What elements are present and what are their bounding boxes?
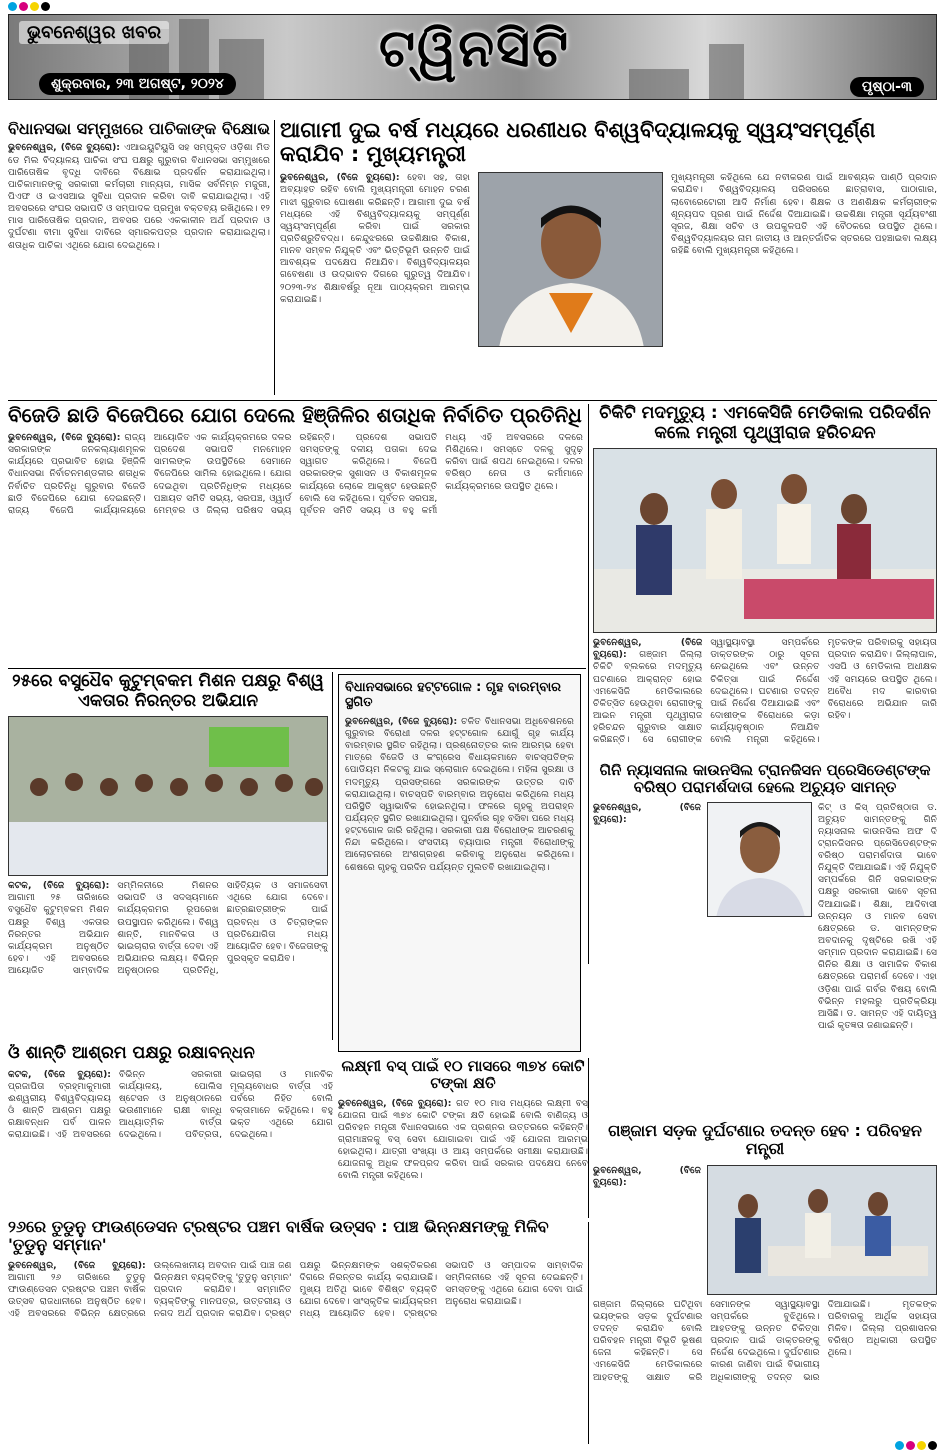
article-ganjam-accident — [593, 1122, 937, 1442]
black-dot — [928, 1441, 937, 1450]
article-body — [345, 716, 574, 874]
dateline: ଭୁବନେଶ୍ୱର, (ବିଜେ ବ୍ୟୁରୋ): — [338, 1097, 452, 1109]
article-body — [8, 880, 328, 977]
article-body — [338, 1098, 588, 1183]
magenta-dot — [906, 1441, 915, 1450]
cm-portrait-photo — [478, 172, 663, 347]
hospital-visit-photo — [593, 448, 937, 633]
body-text: ଚଳିତ ବିଧାନସଭା ଅଧିବେଶନରେ ଗୁରୁବାର ବିରୋଧୀ ଦଳର ହଟ୍ଟଗୋଳ ଯୋଗୁଁ ଗୃହ କାର୍ଯ୍ୟ ବାରମ୍ବାର ସ୍ଥଗିତ ରହିଥିଲା। ପ୍ରଶ୍ନୋତ୍ତର କାଳ ଆରମ୍ଭ ହେବା ମାତ୍ରେ ବିଜେଡି ଓ କଂଗ୍ରେସ ବିଧାୟକମାନେ ବାଚସ୍ପତିଙ୍କ ପୋଡିୟମ ନିକଟକୁ ଯାଇ ସ୍ଲୋଗାନ ଦେଇଥିଲେ। ମହିଳା ସୁରକ୍ଷା ଓ ମଦମୃତ୍ୟୁ ପ୍ରସଙ୍ଗରେ ସରକାରଙ୍କ ଉତ୍ତର ଦାବି କରାଯାଇଥିଲା। ବାଚସ୍ପତି ବାରମ୍ବାର ଅନୁରୋଧ କରିଥିଲେ ମଧ୍ୟ ପରିସ୍ଥିତି ସ୍ୱାଭାବିକ ହୋଇନଥିଲା। ଫଳରେ ଗୃହକୁ ଅପରାହ୍ନ ପର୍ଯ୍ୟନ୍ତ ସ୍ଥଗିତ ରଖାଯାଇଥିଲା। ପୁନର୍ବାର ଗୃହ ବସିବା ପରେ ମଧ୍ୟ ହଟ୍ଟଗୋଳ ଜାରି ରହିଥିଲା। ସରକାରୀ ପକ୍ଷ ବିରୋଧୀଙ୍କ ଆଚରଣକୁ ନିନ୍ଦା କରିଥିଲେ। ସଂସଦୀୟ ବ୍ୟାପାର ମନ୍ତ୍ରୀ ବିରୋଧୀଙ୍କୁ ଆଲୋଚନାରେ ଅଂଶଗ୍ରହଣ କରିବାକୁ ଅନୁରୋଧ କରିଥିଲେ। ଶେଷରେ ଗୃହକୁ ପରଦିନ ପର୍ଯ୍ୟନ୍ତ ମୁଲତବି ରଖାଯାଇଥିଲା। — [345, 715, 574, 873]
body-text: ରାଜ୍ୟ ସରକାରଙ୍କ ଜନକଲ୍ୟାଣମୂଳକ କାର୍ଯ୍ୟରେ ପ୍ରଭାବିତ ହୋଇ ହିଞ୍ଜିଳି ବିଧାନସଭା ନିର୍ବାଚନମଣ୍ଡଳୀର ଶତାଧିକ ନିର୍ବାଚିତ ପ୍ରତିନିଧି ଗୁରୁବାର ବିଜେଡି ଛାଡି ବିଜେପିରେ ଯୋଗ ଦେଇଛନ୍ତି। ରାଜ୍ୟ ବିଜେପି କାର୍ଯ୍ୟାଳୟରେ ଆୟୋଜିତ ଏକ କାର୍ଯ୍ୟକ୍ରମରେ ଦଳର ପ୍ରଦେଶ ସଭାପତି ମନମୋହନ ସାମଲଙ୍କ ଉପସ୍ଥିତିରେ ସେମାନେ ବିଜେପିରେ ସାମିଲ ହୋଇଥିଲେ। ଯୋଗ ଦେଇଥିବା ପ୍ରତିନିଧିଙ୍କ ମଧ୍ୟରେ ପଞ୍ଚାୟତ ସମିତି ସଭ୍ୟ, ସରପଞ୍ଚ, ଓ୍ୱାର୍ଡ ମେମ୍ବର ଓ ଜିଲ୍ଲା ପରିଷଦ ସଭ୍ୟ ରହିଛନ୍ତି। ପ୍ରଦେଶ ସଭାପତି ସମସ୍ତଙ୍କୁ ଦଳୀୟ ପତାକା ଦେଇ ସ୍ୱାଗତ କରିଥିଲେ। ବିଜେପି ସରକାରଙ୍କ ସୁଶାସନ ଓ ବିକାଶମୂଳକ କାର୍ଯ୍ୟରେ ଲୋକେ ଆକୃଷ୍ଟ ହେଉଛନ୍ତି ବୋଲି ସେ କହିଥିଲେ। ପୂର୍ବତନ ସରପଞ୍ଚ, ପୂର୍ବତନ ସମିତି ସଭ୍ୟ ଓ ବହୁ କର୍ମୀ ମଧ୍ୟ ଏହି ଅବସରରେ ଦଳରେ ମିଶିଥିଲେ। ସମସ୍ତେ ଦଳକୁ ସୁଦୃଢ଼ କରିବା ପାଇଁ ଶପଥ ନେଇଥିଲେ। ଦଳର ବରିଷ୍ଠ ନେତା ଓ କର୍ମୀମାନେ କାର୍ଯ୍ୟକ୍ରମରେ ଉପସ୍ଥିତ ଥିଲେ। — [8, 432, 583, 516]
samanta-portrait-photo — [707, 802, 812, 917]
article-body — [593, 1299, 937, 1384]
body-text: ଗଞ୍ଜାମ ଜିଲ୍ଲାରେ ଘଟିଥିବା ଭୟଙ୍କର ସଡ଼କ ଦୁର୍ଘଟଣାର ତଦନ୍ତ କରାଯିବ ବୋଲି ପରିବହନ ମନ୍ତ୍ରୀ ବିଭୂତି ଭୂଷଣ ଜେନା କହିଛନ୍ତି। ସେ ଏମକେସିଜି ମେଡିକାଲରେ ଆହତଙ୍କୁ ସାକ୍ଷାତ କରି ସେମାନଙ୍କ ସ୍ୱାସ୍ଥ୍ୟାବସ୍ଥା ସମ୍ପର୍କରେ ବୁଝିଥିଲେ। ଆହତଙ୍କୁ ଉନ୍ନତ ଚିକିତ୍ସା ପ୍ରଦାନ ପାଇଁ ଡାକ୍ତରଙ୍କୁ ନିର୍ଦ୍ଦେଶ ଦେଇଥିଲେ। ଦୁର୍ଘଟଣାର କାରଣ ଜାଣିବା ପାଇଁ ବିଭାଗୀୟ ଅଧିକାରୀଙ୍କୁ ତଦନ୍ତ ଭାର ଦିଆଯାଇଛି। ମୃତକଙ୍କ ପରିବାରକୁ ଆର୍ଥିକ ସହାୟତା ମିଳିବ। ଜିଲ୍ଲା ପ୍ରଶାସନର ବରିଷ୍ଠ ଅଧିକାରୀ ଉପସ୍ଥିତ ଥିଲେ। — [593, 1298, 937, 1383]
dateline: ଭୁବନେଶ୍ୱର, (ବିଜେ ବ୍ୟୁରୋ): — [8, 432, 121, 443]
article-chikiti-liquor — [593, 404, 937, 758]
article-om-shanti-rakhi — [8, 1044, 333, 1212]
accident-hospital-photo — [707, 1165, 937, 1295]
magenta-dot — [19, 2, 28, 11]
article-body — [8, 432, 583, 517]
press-meet-photo — [8, 716, 328, 876]
dateline: ଭୁବନେଶ୍ୱର, (ବିଜେ ବ୍ୟୁରୋ): — [593, 1164, 701, 1188]
dateline: କଟକ, (ବିଜେ ବ୍ୟୁରୋ): — [8, 880, 110, 892]
cmyk-marks-bottom — [895, 1441, 937, 1450]
headline: ୨୫ରେ ବସୁଧୈବ କୁଟୁମ୍ବକମ ମିଶନ ପକ୍ଷରୁ ବିଶ୍ୱ ଏକତାର ନିରନ୍ତର ଅଭିଯାନ — [12, 672, 324, 711]
section-label: ଭୁବନେଶ୍ୱର ଖବର — [19, 21, 169, 44]
article-body — [8, 142, 270, 251]
article-dharanidhar-university — [280, 118, 937, 398]
page-number: ପୃଷ୍ଠା-୩ — [850, 77, 924, 97]
headline: ଗଞ୍ଜାମ ସଡ଼କ ଦୁର୍ଘଟଣାର ତଦନ୍ତ ହେବ : ପରିବହନ ମନ୍ତ୍ରୀ — [608, 1122, 922, 1159]
dateline: ଭୁବନେଶ୍ୱର, (ବିଜେ ବ୍ୟୁରୋ): — [280, 172, 400, 184]
article-achyuta-samanta — [593, 762, 937, 1052]
article-body-left — [280, 172, 470, 397]
article-hinjili-bjp-join — [8, 404, 583, 666]
article-assembly-uproar — [338, 674, 581, 1052]
dateline: ଭୁବନେଶ୍ୱର, (ବିଜେ ବ୍ୟୁରୋ): — [345, 715, 458, 727]
body-text: ଗଞ୍ଜାମ ଜିଲ୍ଲା ଚିକିଟି ବ୍ଲକରେ ମଦମୃତ୍ୟୁ ଘଟଣାରେ ଆକ୍ରାନ୍ତ ହୋଇ ଏମକେସିଜି ମେଡିକାଲରେ ଚିକିତ୍ସିତ ହେଉଥିବା ରୋଗୀଙ୍କୁ ଆଇନ ମନ୍ତ୍ରୀ ପୃଥ୍ୱୀରାଜ ହରିଚନ୍ଦନ ଗୁରୁବାର ସାକ୍ଷାତ କରିଛନ୍ତି। ସେ ରୋଗୀଙ୍କ ସ୍ୱାସ୍ଥ୍ୟାବସ୍ଥା ସମ୍ପର୍କରେ ଡାକ୍ତରଙ୍କ ଠାରୁ ସୂଚନା ନେଇଥିଲେ ଏବଂ ଉନ୍ନତ ଚିକିତ୍ସା ପାଇଁ ନିର୍ଦ୍ଦେଶ ଦେଇଥିଲେ। ଘଟଣାର ତଦନ୍ତ ପାଇଁ ନିର୍ଦ୍ଦେଶ ଦିଆଯାଇଛି ଏବଂ ଦୋଷୀଙ୍କ ବିରୋଧରେ କଡ଼ା କାର୍ଯ୍ୟାନୁଷ୍ଠାନ ନିଆଯିବ ବୋଲି ମନ୍ତ୍ରୀ କହିଥିଲେ। ମୃତକଙ୍କ ପରିବାରକୁ ସହାୟତା ପ୍ରଦାନ କରାଯିବ। ଜିଲ୍ଲାପାଳ, ଏସପି ଓ ମେଡିକାଲ ଅଧୀକ୍ଷକ ଏହି ସମୟରେ ଉପସ୍ଥିତ ଥିଲେ। ଅବୈଧ ମଦ କାରବାର ବିରୋଧରେ ଅଭିଯାନ ଜାରି ରହିବ। — [593, 637, 937, 746]
headline: ୨୬ରେ ତୁଡୁନୁ ଫାଉଣ୍ଡେସନ ଟ୍ରଷ୍ଟର ପଞ୍ଚମ ବାର୍ଷିକ ଉତ୍ସବ : ପାଞ୍ଚ ଭିନ୍ନକ୍ଷମଙ୍କୁ ମିଳିବ 'ତୁଡୁନୁ ସମ୍ମାନ' — [8, 1218, 549, 1255]
article-body — [8, 1069, 333, 1142]
cyan-dot — [895, 1441, 904, 1450]
article-body-right — [818, 802, 937, 1042]
body-text: ପ୍ରଜାପିତା ବ୍ରହ୍ମାକୁମାରୀ ଈଶ୍ୱରୀୟ ବିଶ୍ୱବିଦ୍ୟାଳୟ ଓଁ ଶାନ୍ତି ଆଶ୍ରମ ପକ୍ଷରୁ ରକ୍ଷାବନ୍ଧନ ପର୍ବ ପାଳନ କରାଯାଇଛି। ଏହି ଅବସରରେ ବିଭିନ୍ନ ସରକାରୀ କାର୍ଯ୍ୟାଳୟ, ପୋଲିସ ଷ୍ଟେସନ ଓ ଅନୁଷ୍ଠାନରେ ଭଉଣୀମାନେ ରାକ୍ଷୀ ବାନ୍ଧି ଆଧ୍ୟାତ୍ମିକ ବାର୍ତ୍ତା ଦେଇଥିଲେ। ପବିତ୍ରତା, ଭାଇଚାରା ଓ ମାନବିକ ମୂଲ୍ୟବୋଧର ବାର୍ତ୍ତା ଏହି ପର୍ବରେ ନିହିତ ବୋଲି ବକ୍ତାମାନେ କହିଥିଲେ। ବହୁ ଭକ୍ତ ଏଥିରେ ଯୋଗ ଦେଇଥିଲେ। — [8, 1068, 333, 1141]
cmyk-marks-top — [8, 2, 50, 11]
body-text: ଗତ ୧୦ ମାସ ମଧ୍ୟରେ ଲକ୍ଷ୍ମୀ ବସ୍ ଯୋଜନା ପାଇଁ ୩୭୪ କୋଟି ଟଙ୍କା କ୍ଷତି ହୋଇଛି ବୋଲି ବାଣିଜ୍ୟ ଓ ପରିବହନ ମନ୍ତ୍ରୀ ବିଧାନସଭାରେ ଏକ ପ୍ରଶ୍ନର ଉତ୍ତରରେ କହିଛନ୍ତି। ଗ୍ରାମାଞ୍ଚଳକୁ ବସ୍ ସେବା ଯୋଗାଇବା ପାଇଁ ଏହି ଯୋଜନା ଆରମ୍ଭ ହୋଇଥିଲା। ଯାତ୍ରୀ ସଂଖ୍ୟା ଓ ଆୟ ସମ୍ପର୍କରେ ସମୀକ୍ଷା କରାଯାଉଛି। ଯୋଜନାକୁ ଅଧିକ ଫଳପ୍ରଦ କରିବା ପାଇଁ ସରକାର ପଦକ୍ଷେପ ନେବେ ବୋଲି ମନ୍ତ୍ରୀ କହିଥିଲେ। — [338, 1097, 588, 1182]
dateline: କଟକ, (ବିଜେ ବ୍ୟୁରୋ): — [8, 1068, 111, 1080]
yellow-dot — [917, 1441, 926, 1450]
article-vasudhaiva-mission — [8, 672, 328, 1040]
article-body-right — [671, 172, 937, 397]
black-dot — [41, 2, 50, 11]
article-pachika-protest — [8, 120, 270, 395]
dateline: ଭୁବନେଶ୍ୱର, (ବିଜେ ବ୍ୟୁରୋ): — [8, 142, 120, 154]
yellow-dot — [30, 2, 39, 11]
headline: ଚିକିଟି ମଦମୃତ୍ୟୁ : ଏମକେସିଜି ମେଡିକାଲ ପରିଦର୍ଶନ କଲେ ମନ୍ତ୍ରୀ ପୃଥ୍ୱୀରାଜ ହରିଚନ୍ଦନ — [599, 404, 931, 443]
headline: ଲକ୍ଷ୍ମୀ ବସ୍ ପାଇଁ ୧୦ ମାସରେ ୩୭୪ କୋଟି ଟଙ୍କା କ୍ଷତି — [341, 1058, 585, 1093]
headline: ବିଧାନସଭାରେ ହଟ୍ଟଗୋଳ : ଗୃହ ବାରମ୍ବାର ସ୍ଥଗିତ — [345, 680, 562, 710]
body-text: ମୁଖ୍ୟମନ୍ତ୍ରୀ କହିଥିଲେ ଯେ ନବୀକରଣ ପାଇଁ ଆବଶ୍ୟକ ପାଣ୍ଠି ପ୍ରଦାନ କରାଯିବ। ବିଶ୍ୱବିଦ୍ୟାଳୟ ପରିସରରେ ଛାତ୍ରାବାସ, ପାଠାଗାର, ଲାବୋରେଟୋରୀ ଆଦି ନିର୍ମାଣ ହେବ। ଶିକ୍ଷକ ଓ ଅଣଶିକ୍ଷକ କର୍ମଚାରୀଙ୍କ ଶୂନ୍ୟପଦ ପୂରଣ ପାଇଁ ନିର୍ଦ୍ଦେଶ ଦିଆଯାଇଛି। ଉଚ୍ଚଶିକ୍ଷା ମନ୍ତ୍ରୀ ସୂର୍ଯ୍ୟବଂଶୀ ସୂରଜ, ଶିକ୍ଷା ସଚିବ ଓ ଉପକୁଳପତି ଏହି ବୈଠକରେ ଉପସ୍ଥିତ ଥିଲେ। ବିଶ୍ୱବିଦ୍ୟାଳୟର ନାମ ଜାତୀୟ ଓ ଆନ୍ତର୍ଜାତିକ ସ୍ତରରେ ପହଞ୍ଚାଇବା ଲକ୍ଷ୍ୟ ରହିଛି ବୋଲି ମୁଖ୍ୟମନ୍ତ୍ରୀ କହିଥିଲେ। — [671, 172, 937, 257]
article-tudunu-foundation — [8, 1218, 583, 1444]
headline: ଗିନି ନ୍ୟାସନାଲ କାଉନସିଲ ଟ୍ରାନଜିସନ ପ୍ରେସିଡେଣ୍ଟଙ୍କ ବରିଷ୍ଠ ପରାମର୍ଶଦାତା ହେଲେ ଅଚ୍ୟୁତ ସାମନ୍ତ — [599, 762, 931, 797]
headline: ଓଁ ଶାନ୍ତି ଆଶ୍ରମ ପକ୍ଷରୁ ରକ୍ଷାବନ୍ଧନ — [8, 1044, 255, 1063]
page-title: ଟ୍ୱିନସିଟି — [379, 19, 571, 79]
headline: ବିଧାନସଭା ସମ୍ମୁଖରେ ପାଚିକାଙ୍କ ବିକ୍ଷୋଭ — [8, 120, 270, 138]
cyan-dot — [8, 2, 17, 11]
headline: ଆଗାମୀ ଦୁଇ ବର୍ଷ ମଧ୍ୟରେ ଧରଣୀଧର ବିଶ୍ୱବିଦ୍ୟାଳୟକୁ ସ୍ୱୟଂସମ୍ପୂର୍ଣ୍ଣ କରାଯିବ : ମୁଖ୍ୟମନ୍ତ୍ରୀ — [280, 118, 876, 167]
article-body-left — [593, 1165, 701, 1295]
dateline: ଭୁବନେଶ୍ୱର, (ବିଜେ ବ୍ୟୁରୋ): — [593, 801, 701, 825]
dateline: ଭୁବନେଶ୍ୱର, (ବିଜେ ବ୍ୟୁରୋ): — [8, 1259, 146, 1271]
article-body-left — [593, 802, 701, 1017]
body-text: ଏଆଇୟୁଟିୟୁସି ସହ ସମ୍ପୃକ୍ତ ଓଡ଼ିଶା ମିଡ ଡେ ମିଲ ବିଦ୍ୟାଳୟ ପାଚିକା ସଂଘ ପକ୍ଷରୁ ଗୁରୁବାର ବିଧାନସଭା ସମ୍ମୁଖରେ ପାରିତୋଷିକ ବୃଦ୍ଧି ଦାବିରେ ବିକ୍ଷୋଭ ପ୍ରଦର୍ଶନ କରାଯାଇଥିଲା। ପାଚିକାମାନଙ୍କୁ ସରକାରୀ କର୍ମଚାରୀ ମାନ୍ୟତା, ମାସିକ ସର୍ବନିମ୍ନ ମଜୁରୀ, ପିଏଫ ଓ ଇଏସଆଇ ସୁବିଧା ପ୍ରଦାନ କରିବା ଦାବି କରାଯାଇଥିଲା। ଏହି ଅବସରରେ ସଂଘର ସଭାପତି ଓ ସମ୍ପାଦକ ପ୍ରମୁଖ ବକ୍ତବ୍ୟ ରଖିଥିଲେ। ୧୨ ମାସ ପାରିତୋଷିକ ପ୍ରଦାନ, ଅବସର ପରେ ଏକକାଳୀନ ଅର୍ଥ ପ୍ରଦାନ ଓ ଦୁର୍ଘଟଣା ବୀମା ସୁବିଧା ଦାବିରେ ସ୍ମାରକପତ୍ର ପ୍ରଦାନ କରାଯାଇଥିଲା। ଶତାଧିକ ପାଚିକା ଏଥିରେ ଯୋଗ ଦେଇଥିଲେ। — [8, 142, 270, 251]
dateline: ଭୁବନେଶ୍ୱର, (ବିଜେ ବ୍ୟୁରୋ): — [593, 637, 703, 661]
article-body — [593, 637, 937, 746]
body-text: ଆଗାମୀ ୨୬ ତାରିଖରେ ତୁଡୁନୁ ଫାଉଣ୍ଡେସନ ଟ୍ରଷ୍ଟର ପଞ୍ଚମ ବାର୍ଷିକ ଉତ୍ସବ ରାଜଧାନୀରେ ଅନୁଷ୍ଠିତ ହେବ। ଏହି ଅବସରରେ ବିଭିନ୍ନ କ୍ଷେତ୍ରରେ ଉଲ୍ଲେଖନୀୟ ଅବଦାନ ପାଇଁ ପାଞ୍ଚ ଜଣ ଭିନ୍ନକ୍ଷମ ବ୍ୟକ୍ତିଙ୍କୁ 'ତୁଡୁନୁ ସମ୍ମାନ' ପ୍ରଦାନ କରାଯିବ। ସମ୍ମାନିତ ବ୍ୟକ୍ତିଙ୍କୁ ମାନପତ୍ର, ଉତ୍ତରୀୟ ଓ ନଗଦ ଅର୍ଥ ପ୍ରଦାନ କରାଯିବ। ଟ୍ରଷ୍ଟ ପକ୍ଷରୁ ଭିନ୍ନକ୍ଷମଙ୍କ ସଶକ୍ତିକରଣ ଦିଗରେ ନିରନ୍ତର କାର୍ଯ୍ୟ କରାଯାଉଛି। ମୁଖ୍ୟ ଅତିଥି ଭାବେ ବିଶିଷ୍ଟ ବ୍ୟକ୍ତି ଯୋଗ ଦେବେ। ସାଂସ୍କୃତିକ କାର୍ଯ୍ୟକ୍ରମ ମଧ୍ୟ ଆୟୋଜିତ ହେବ। ଟ୍ରଷ୍ଟର ସଭାପତି ଓ ସମ୍ପାଦକ ସାମ୍ବାଦିକ ସମ୍ମିଳନୀରେ ଏହି ସୂଚନା ଦେଇଛନ୍ତି। ସମସ୍ତଙ୍କୁ ଏଥିରେ ଯୋଗ ଦେବା ପାଇଁ ଅନୁରୋଧ କରାଯାଇଛି। — [8, 1259, 583, 1320]
article-body — [8, 1260, 583, 1321]
headline: ବିଜେଡି ଛାଡି ବିଜେପିରେ ଯୋଗ ଦେଲେ ହିଞ୍ଜିଳିର ଶତାଧିକ ନିର୍ବାଚିତ ପ୍ରତିନିଧି — [8, 404, 582, 427]
body-text: କିଟ୍ ଓ କିସ୍ ପ୍ରତିଷ୍ଠାତା ଡ. ଅଚ୍ୟୁତ ସାମନ୍ତଙ୍କୁ ଗିନି ନ୍ୟାସନାଲ କାଉନସିଲ ଅଫ ଦି ଟ୍ରାନଜିସନର ପ୍ରେସିଡେଣ୍ଟଙ୍କ ବରିଷ୍ଠ ପରାମର୍ଶଦାତା ଭାବେ ନିଯୁକ୍ତି ଦିଆଯାଇଛି। ଏହି ନିଯୁକ୍ତି ସମ୍ପର୍କରେ ଗିନି ସରକାରଙ୍କ ପକ୍ଷରୁ ସରକାରୀ ଭାବେ ସୂଚନା ଦିଆଯାଇଛି। ଶିକ୍ଷା, ଆଦିବାସୀ ଉନ୍ନୟନ ଓ ମାନବ ସେବା କ୍ଷେତ୍ରରେ ଡ. ସାମନ୍ତଙ୍କ ଅବଦାନକୁ ଦୃଷ୍ଟିରେ ରଖି ଏହି ସମ୍ମାନ ପ୍ରଦାନ କରାଯାଇଛି। ସେ ଗିନିର ଶିକ୍ଷା ଓ ସାମାଜିକ ବିକାଶ କ୍ଷେତ୍ରରେ ପରାମର୍ଶ ଦେବେ। ଏହା ଓଡ଼ିଶା ପାଇଁ ଗର୍ବର ବିଷୟ ବୋଲି ବିଭିନ୍ନ ମହଲରୁ ପ୍ରତିକ୍ରିୟା ଆସିଛି। ଡ. ସାମନ୍ତ ଏହି ଦାୟିତ୍ୱ ପାଇଁ କୃତଜ୍ଞତା ଜଣାଇଛନ୍ତି। — [818, 801, 937, 1032]
body-text: ଆଗାମୀ ୨୫ ତାରିଖରେ ବସୁଧୈବ କୁଟୁମ୍ବକମ ମିଶନ ପକ୍ଷରୁ ବିଶ୍ୱ ଏକତାର ନିରନ୍ତର ଅଭିଯାନ କାର୍ଯ୍ୟକ୍ରମ ଅନୁଷ୍ଠିତ ହେବ। ଏହି ଅବସରରେ ଆୟୋଜିତ ସାମ୍ବାଦିକ ସମ୍ମିଳନୀରେ ମିଶନର ସଭାପତି ଓ ସଦସ୍ୟମାନେ କାର୍ଯ୍ୟକ୍ରମର ରୂପରେଖ ଉପସ୍ଥାପନ କରିଥିଲେ। ବିଶ୍ୱ ଶାନ୍ତି, ମାନବିକତା ଓ ଭାଇଚାରାର ବାର୍ତ୍ତା ଦେବା ଏହି ଅଭିଯାନର ଲକ୍ଷ୍ୟ। ବିଭିନ୍ନ ଅନୁଷ୍ଠାନର ପ୍ରତିନିଧି, ସାହିତ୍ୟିକ ଓ ସମାଜସେବୀ ଏଥିରେ ଯୋଗ ଦେବେ। ଛାତ୍ରଛାତ୍ରୀଙ୍କ ପାଇଁ ପ୍ରବନ୍ଧ ଓ ଚିତ୍ରାଙ୍କନ ପ୍ରତିଯୋଗିତା ମଧ୍ୟ ଆୟୋଜିତ ହେବ। ବିଜେତାଙ୍କୁ ପୁରସ୍କୃତ କରାଯିବ। — [8, 880, 328, 977]
body-text: ହେବା ସହ, ତାହା ଅବ୍ୟାହତ ରହିବ ବୋଲି ମୁଖ୍ୟମନ୍ତ୍ରୀ ମୋହନ ଚରଣ ମାଝୀ ଗୁରୁବାର ଘୋଷଣା କରିଛନ୍ତି। ଆଗାମୀ ଦୁଇ ବର୍ଷ ମଧ୍ୟରେ ଏହି ବିଶ୍ୱବିଦ୍ୟାଳୟକୁ ସମ୍ପୂର୍ଣ୍ଣ ସ୍ୱୟଂସମ୍ପୂର୍ଣ୍ଣ କରିବା ପାଇଁ ସରକାର ପ୍ରତିଶ୍ରୁତିବଦ୍ଧ। କେନ୍ଦୁଝରରେ ଉଚ୍ଚଶିକ୍ଷାର ବିକାଶ, ମାନବ ସମ୍ବଳ ନିଯୁକ୍ତି ଏବଂ ଭିତ୍ତିଭୂମି ଉନ୍ନତି ପାଇଁ ଆବଶ୍ୟକ ପଦକ୍ଷେପ ନିଆଯିବ। ବିଶ୍ୱବିଦ୍ୟାଳୟର ଗବେଷଣା ଓ ଉଦ୍ଭାବନ ଦିଗରେ ଗୁରୁତ୍ୱ ଦିଆଯିବ। ୨୦୨୩-୨୪ ଶିକ୍ଷାବର୍ଷରୁ ନୂଆ ପାଠ୍ୟକ୍ରମ ଆରମ୍ଭ କରାଯାଇଛି। — [280, 172, 470, 305]
article-laxmi-bus-loss — [338, 1058, 588, 1216]
masthead — [8, 14, 937, 100]
issue-date: ଶୁକ୍ରବାର, ୨୩ ଅଗଷ୍ଟ, ୨୦୨୪ — [39, 73, 236, 95]
